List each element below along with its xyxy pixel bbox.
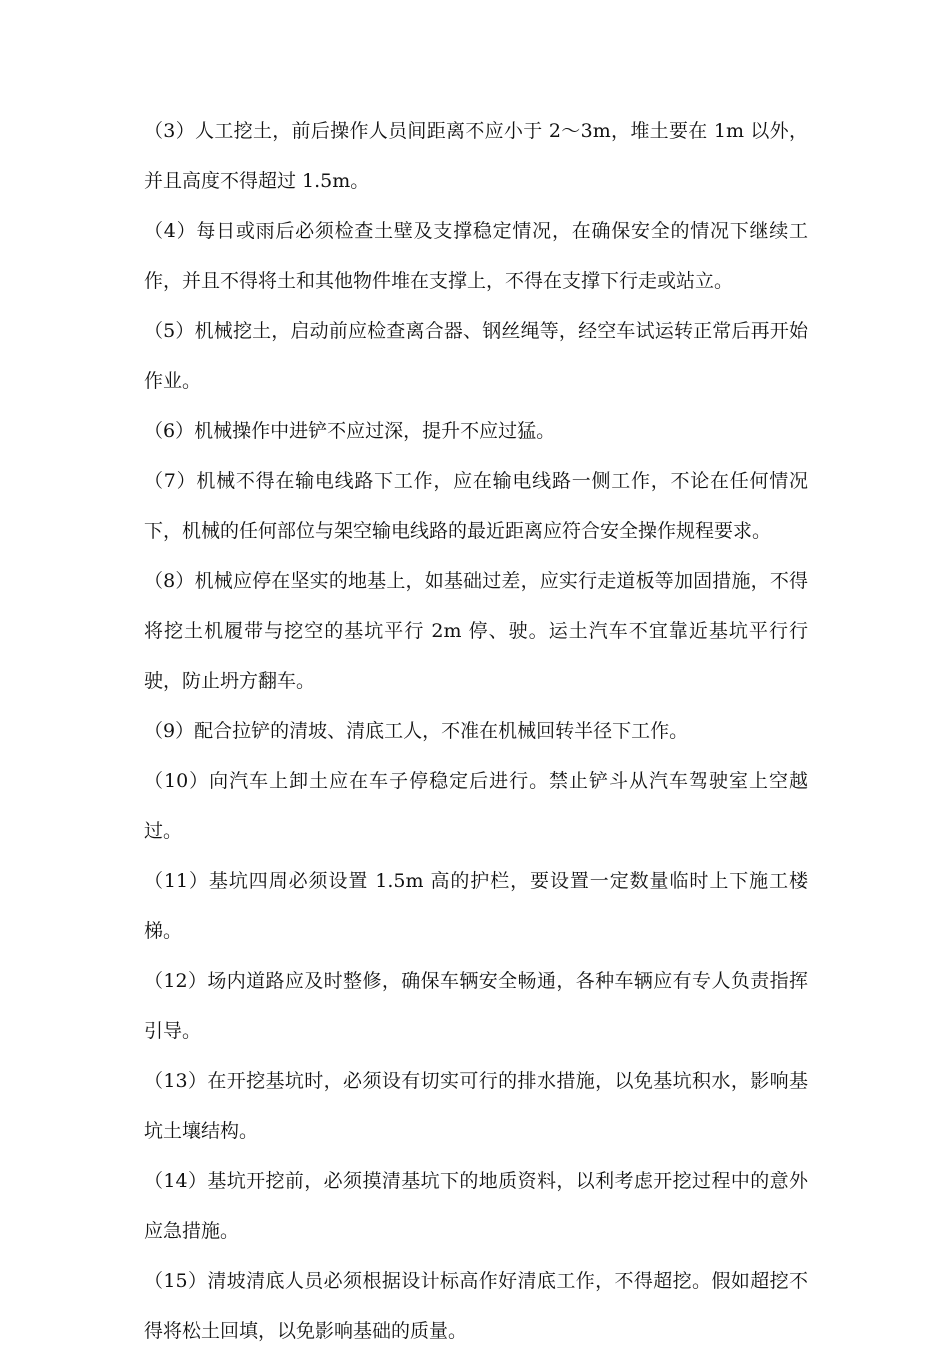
paragraph-item-15: （15）清坡清底人员必须根据设计标高作好清底工作，不得超挖。假如超挖不得将松土回填，以免影响基础的质量。 bbox=[144, 1270, 808, 1342]
document-body bbox=[144, 106, 808, 1356]
paragraph-item-12: （12）场内道路应及时整修，确保车辆安全畅通，各种车辆应有专人负责指挥引导。 bbox=[144, 970, 808, 1042]
paragraph-item-8: （8）机械应停在坚实的地基上，如基础过差，应实行走道板等加固措施，不得将挖土机履带与挖空的基坑平行 2m 停、驶。运土汽车不宜靠近基坑平行行驶，防止坍方翻车。 bbox=[144, 570, 808, 692]
paragraph-item-5: （5）机械挖土，启动前应检查离合器、钢丝绳等，经空车试运转正常后再开始作业。 bbox=[144, 320, 808, 392]
paragraph-item-3: （3）人工挖土，前后操作人员间距离不应小于 2～3m，堆土要在 1m 以外，并且高度不得超过 1.5m。 bbox=[144, 120, 808, 192]
paragraph-item-9: （9）配合拉铲的清坡、清底工人，不准在机械回转半径下工作。 bbox=[144, 720, 689, 742]
paragraph-item-13: （13）在开挖基坑时，必须设有切实可行的排水措施，以免基坑积水，影响基坑土壤结构。 bbox=[144, 1070, 808, 1142]
paragraph-item-11: （11）基坑四周必须设置 1.5m 高的护栏，要设置一定数量临时上下施工楼梯。 bbox=[144, 870, 808, 942]
paragraph-item-6: （6）机械操作中进铲不应过深，提升不应过猛。 bbox=[144, 420, 556, 442]
paragraph-item-14: （14）基坑开挖前，必须摸清基坑下的地质资料，以利考虑开挖过程中的意外应急措施。 bbox=[144, 1170, 808, 1242]
paragraph-item-7: （7）机械不得在输电线路下工作，应在输电线路一侧工作，不论在任何情况下，机械的任何部位与架空输电线路的最近距离应符合安全操作规程要求。 bbox=[144, 470, 808, 542]
paragraph-item-4: （4）每日或雨后必须检查土壁及支撑稳定情况，在确保安全的情况下继续工作，并且不得将土和其他物件堆在支撑上，不得在支撑下行走或站立。 bbox=[144, 220, 808, 292]
paragraph-item-10: （10）向汽车上卸土应在车子停稳定后进行。禁止铲斗从汽车驾驶室上空越过。 bbox=[144, 770, 808, 842]
